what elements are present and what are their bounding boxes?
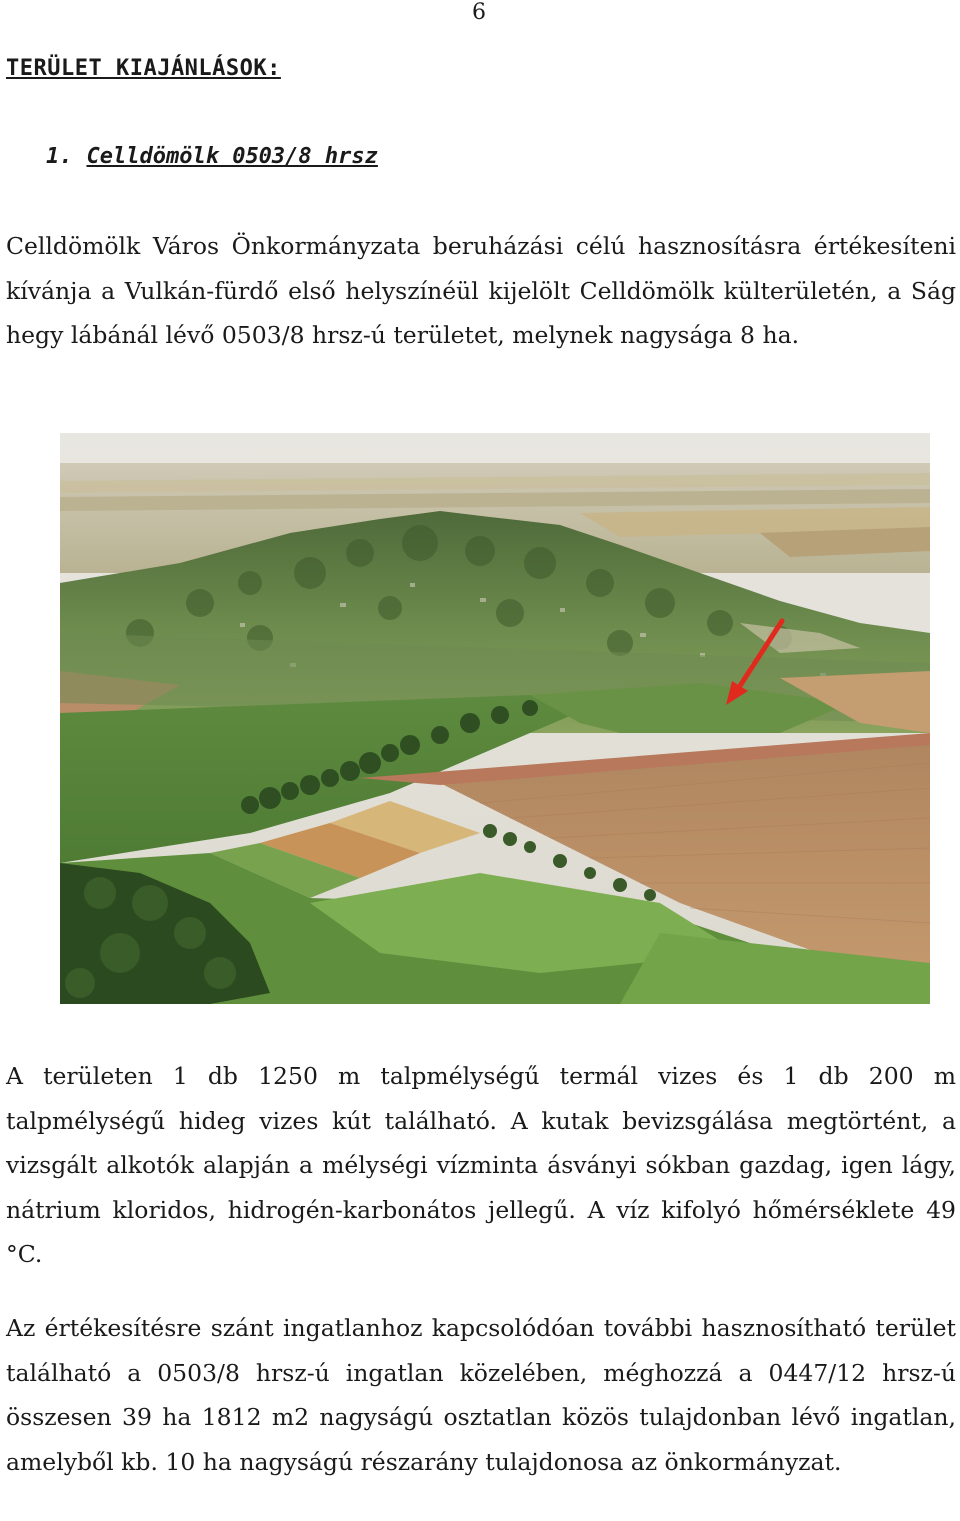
wells-paragraph: A területen 1 db 1250 m talpmélységű termál vizes és 1 db 200 m talpmélységű hideg vizes kút található. A kutak bevizsgálása megtörtént, a vizsgált alkotók alapján a mélységi vízminta ásványi sókban gazdag, igen lágy, nátrium kloridos, hidrogén-karbonátos jellegű. A víz kifolyó hőmérséklete 49 °C. xyxy=(6,1062,956,1268)
additional-area-paragraph: Az értékesítésre szánt ingatlanhoz kapcsolódóan további hasznosítható terület található a 0503/8 hrsz-ú ingatlan közelében, méghozzá a 0447/12 hrsz-ú összesen 39 ha 1812 m2 nagyságú osztatlan közös tulajdonban lévő ingatlan, amelyből kb. 10 ha nagyságú részarány tulajdonosa az önkormányzat. xyxy=(6,1314,956,1476)
item-number: 1. xyxy=(46,144,73,169)
item-heading xyxy=(46,144,378,169)
section-heading: TERÜLET KIAJÁNLÁSOK: xyxy=(6,56,281,81)
page-number: 6 xyxy=(472,0,486,25)
aerial-photo xyxy=(60,433,930,1004)
intro-paragraph: Celldömölk Város Önkormányzata beruházási célú hasznosításra értékesíteni kívánja a Vulkán-fürdő első helyszínéül kijelölt Celldömölk külterületén, a Ság hegy lábánál lévő 0503/8 hrsz-ú területet, melynek nagysága 8 ha. xyxy=(6,232,956,349)
item-title: Celldömölk 0503/8 hrsz xyxy=(86,144,378,169)
